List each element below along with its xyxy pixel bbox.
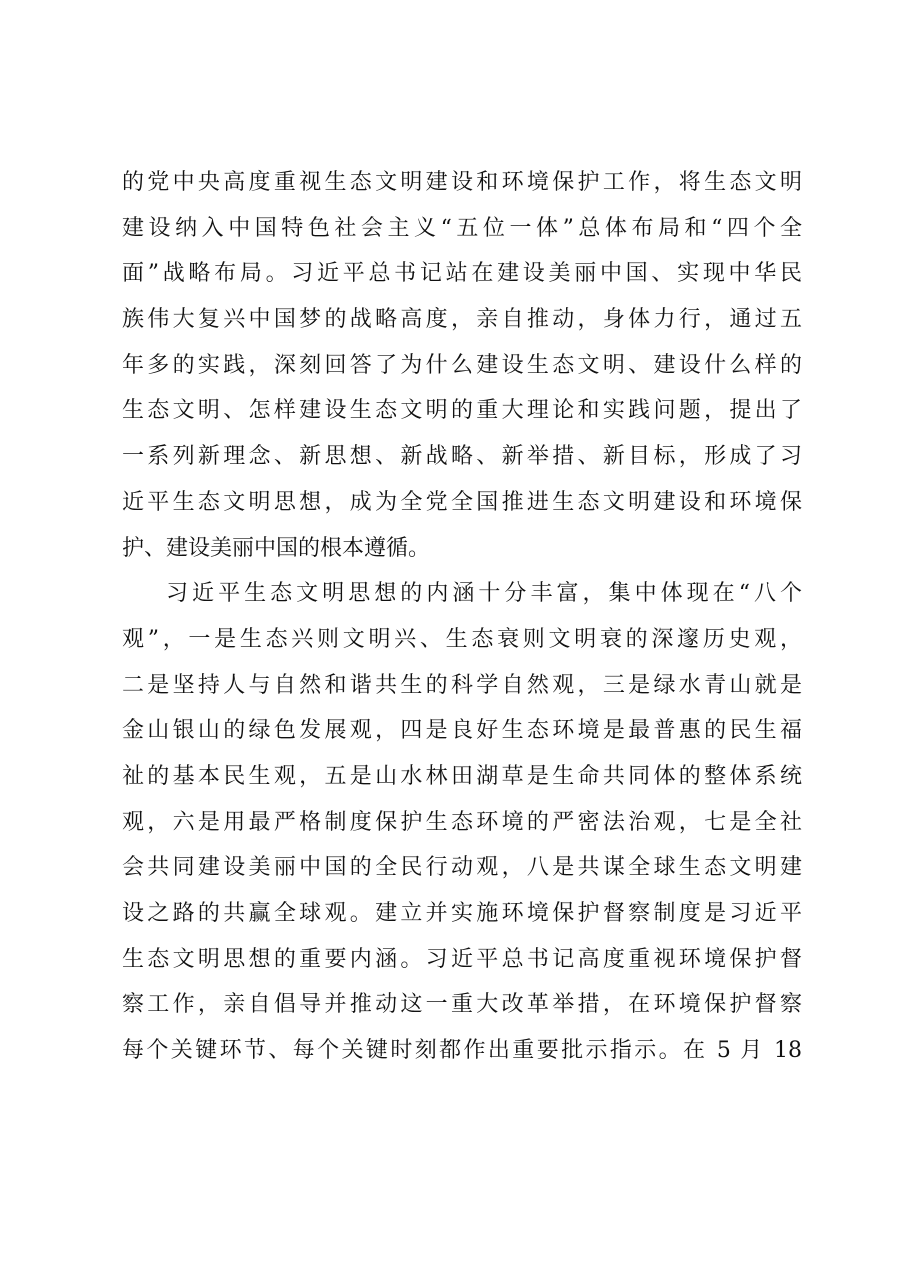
- text-line: 会共同建设美丽中国的全民行动观，八是共谋全球生态文明建: [122, 855, 802, 881]
- text-line: 二是坚持人与自然和谐共生的科学自然观，三是绿水青山就是: [122, 672, 802, 698]
- text-line: 金山银山的绿色发展观，四是良好生态环境是最普惠的民生福: [122, 718, 802, 744]
- document-body: [122, 160, 802, 1074]
- text-line: 察工作，亲自倡导并推动这一重大改革举措，在环境保护督察: [122, 992, 802, 1018]
- text-line: 观，六是用最严格制度保护生态环境的严密法治观，七是全社: [122, 809, 802, 835]
- text-line: 的党中央高度重视生态文明建设和环境保护工作，将生态文明: [122, 170, 802, 195]
- text-line: 建设纳入中国特色社会主义“五位一体”总体布局和“四个全: [122, 215, 802, 241]
- paragraph-2: [122, 571, 802, 1074]
- text-line: 族伟大复兴中国梦的战略高度，亲自推动，身体力行，通过五: [122, 307, 802, 333]
- text-line: 生态文明、怎样建设生态文明的重大理论和实践问题，提出了: [122, 398, 802, 424]
- text-line: 祉的基本民生观，五是山水林田湖草是生命共同体的整体系统: [122, 763, 802, 789]
- text-line: 面”战略布局。习近平总书记站在建设美丽中国、实现中华民: [122, 261, 802, 287]
- text-line: 护、建设美丽中国的根本遵循。: [122, 535, 431, 561]
- text-line: 每个关键环节、每个关键时刻都作出重要批示指示。在 5 月 18: [122, 1038, 802, 1064]
- text-line: 习近平生态文明思想的内涵十分丰富，集中体现在“八个: [166, 581, 802, 607]
- text-line: 生态文明思想的重要内涵。习近平总书记高度重视环境保护督: [122, 946, 802, 972]
- text-line: 观”，一是生态兴则文明兴、生态衰则文明衰的深邃历史观，: [122, 626, 802, 652]
- text-line: 一系列新理念、新思想、新战略、新举措、新目标，形成了习: [122, 444, 802, 470]
- text-line: 设之路的共赢全球观。建立并实施环境保护督察制度是习近平: [122, 901, 802, 926]
- text-line: 近平生态文明思想，成为全党全国推进生态文明建设和环境保: [122, 489, 802, 515]
- text-line: 年多的实践，深刻回答了为什么建设生态文明、建设什么样的: [122, 352, 802, 378]
- paragraph-1: [122, 160, 802, 571]
